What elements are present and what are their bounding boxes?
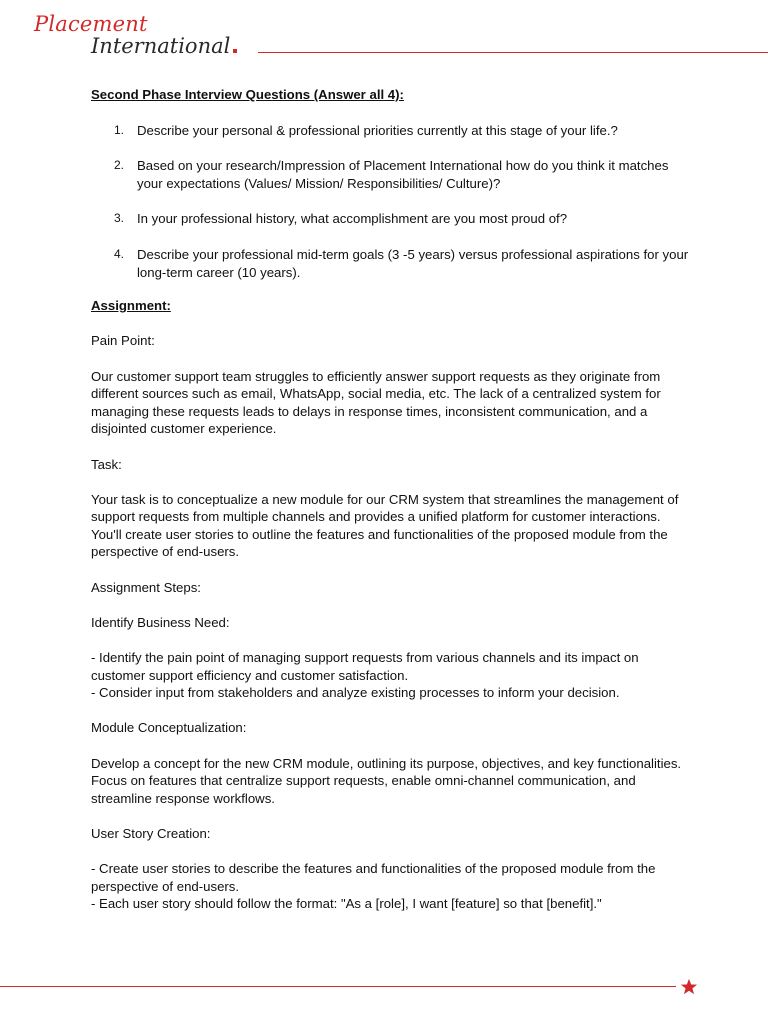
identify-need-text xyxy=(91,649,691,702)
task-text: Your task is to conceptualize a new module for our CRM system that streamlines the management of support requests from multiple channels and provides a unified platform for customer interactions. You'll create user stories to outline the features and functionalities of the proposed module from the perspective of end-users. xyxy=(91,491,679,560)
user-story-line: - Create user stories to describe the features and functionalities of the proposed module from the perspective of end-users. xyxy=(91,861,656,894)
header-divider xyxy=(258,52,768,53)
question-number: 4. xyxy=(114,246,125,261)
module-concept-label: Module Conceptualization: xyxy=(91,720,247,736)
task-label: Task: xyxy=(91,456,122,472)
question-text: Based on your research/Impression of Placement International how do you think it matches your expectations (Values/ Mission/ Responsibilities/ Culture)? xyxy=(137,158,669,191)
interview-questions-list xyxy=(91,122,691,282)
company-logo xyxy=(34,14,237,57)
logo-text-international-word: International xyxy=(91,34,231,58)
user-story-line: - Each user story should follow the format: "As a [role], I want [feature] so that [benefit]." xyxy=(91,896,602,912)
question-item xyxy=(91,157,691,192)
star-icon xyxy=(680,978,698,996)
identify-need-line: - Consider input from stakeholders and analyze existing processes to inform your decision. xyxy=(91,685,620,701)
pain-point-text: Our customer support team struggles to efficiently answer support requests as they originate from different sources such as email, WhatsApp, social media, etc. The lack of a centralized system for managing these requests leads to delays in response times, inconsistent communication, and a disjointed customer experience. xyxy=(91,368,661,437)
question-text: Describe your personal & professional priorities currently at this stage of your life.? xyxy=(137,122,618,138)
question-text: Describe your professional mid-term goals (3 -5 years) versus professional aspirations for your long-term career (10 years). xyxy=(137,246,689,280)
module-concept-text xyxy=(91,755,691,808)
interview-questions-heading: Second Phase Interview Questions (Answer all 4): xyxy=(91,87,404,102)
question-item xyxy=(91,210,691,228)
identify-need-label: Identify Business Need: xyxy=(91,614,230,630)
module-concept-line: Focus on features that centralize support requests, enable omni-channel communication, and streamline response workflows. xyxy=(91,773,636,806)
assignment-heading: Assignment: xyxy=(91,298,171,314)
question-item xyxy=(91,246,691,281)
user-story-label: User Story Creation: xyxy=(91,825,211,841)
footer-divider xyxy=(0,986,676,987)
assignment-steps-label: Assignment Steps: xyxy=(91,579,201,595)
document-body xyxy=(91,86,691,931)
question-number: 3. xyxy=(114,211,125,226)
logo-text-placement: Placement xyxy=(34,12,148,36)
question-text: In your professional history, what accomplishment are you most proud of? xyxy=(137,211,568,227)
user-story-text xyxy=(91,860,691,913)
question-number: 1. xyxy=(114,122,125,137)
module-concept-line: Develop a concept for the new CRM module, outlining its purpose, objectives, and key functionalities. xyxy=(91,755,682,771)
pain-point-label: Pain Point: xyxy=(91,333,155,349)
identify-need-line: - Identify the pain point of managing support requests from various channels and its impact on customer support efficiency and customer satisfaction. xyxy=(91,650,639,683)
question-item xyxy=(91,122,691,140)
logo-text-international xyxy=(91,36,237,57)
logo-dot-icon xyxy=(233,49,237,53)
question-number: 2. xyxy=(114,158,125,173)
